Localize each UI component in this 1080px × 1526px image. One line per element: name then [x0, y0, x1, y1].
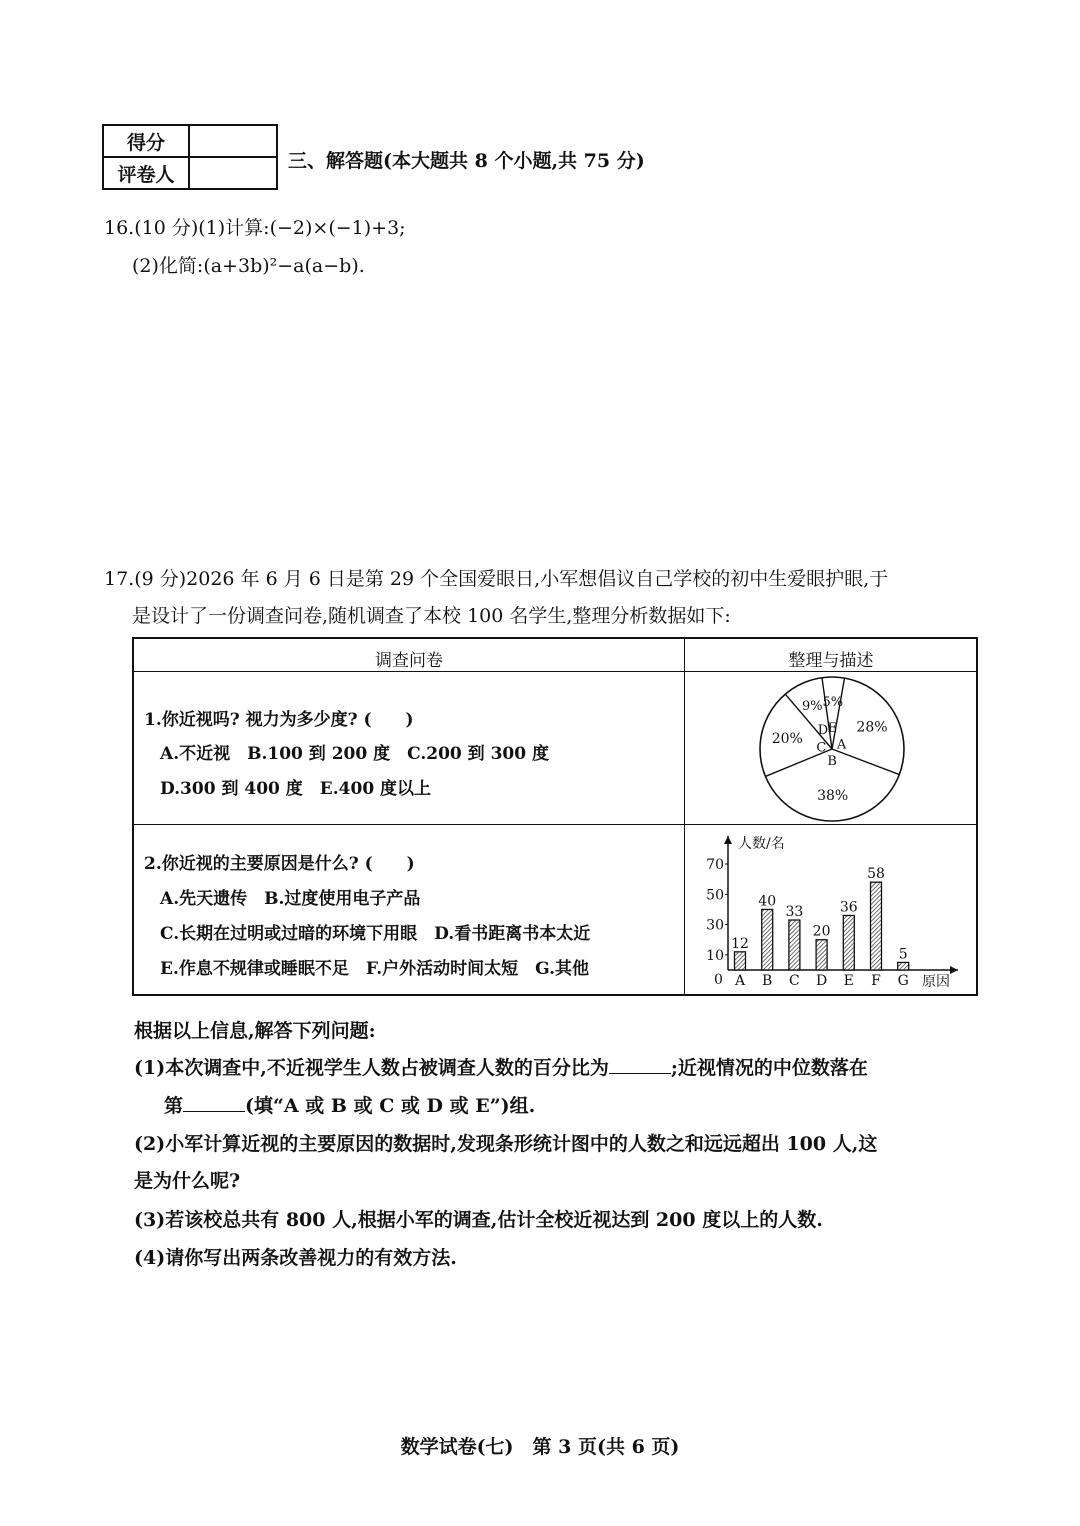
table-header-divider	[134, 671, 976, 672]
q17-part4: (4)请你写出两条改善视力的有效方法.	[134, 1247, 457, 1269]
survey-q2-question: 2.你近视的主要原因是什么? ( )	[144, 854, 415, 874]
score-box	[102, 124, 278, 190]
survey-q1-options-row1: A.不近视 B.100 到 200 度 C.200 到 300 度	[160, 744, 549, 764]
table-header-questionnaire: 调查问卷	[375, 651, 443, 671]
q17-part1-line2	[164, 1091, 535, 1118]
bar-y-tick-label: 30	[706, 917, 724, 934]
bar-value-label: 40	[758, 893, 777, 910]
bar-B	[762, 909, 773, 970]
bar-A	[735, 952, 746, 970]
q17-part1-line1	[134, 1053, 868, 1080]
score-label: 得分	[103, 125, 189, 157]
bar-category-label: E	[843, 973, 854, 989]
pie-slice-boundary	[832, 749, 899, 775]
grader-field	[189, 157, 277, 189]
q17-part3: (3)若该校总共有 800 人,根据小军的调查,估计全校近视达到 200 度以上的人数.	[134, 1209, 823, 1231]
bar-value-label: 20	[812, 923, 831, 940]
pie-category-label: C	[816, 740, 827, 756]
bar-category-label: F	[871, 973, 881, 989]
bar-y-axis-label: 人数/名	[738, 836, 785, 852]
bar-category-label: G	[897, 973, 909, 989]
q17-part1-text-d: (填“A 或 B 或 C 或 D 或 E”)组.	[245, 1095, 536, 1117]
bar-chart	[686, 826, 978, 996]
bar-F	[871, 882, 882, 970]
bar-G	[898, 962, 909, 970]
q17-part2-line2: 是为什么呢?	[134, 1170, 241, 1192]
bar-y-tick-label: 50	[706, 887, 724, 904]
bar-category-label: D	[815, 973, 828, 989]
answer-blank-percent[interactable]	[609, 1055, 671, 1074]
q17-intro-line1: 17.(9 分)2026 年 6 月 6 日是第 29 个全国爱眼日,小军想倡议自己学校的初中生爱眼护眼,于	[104, 568, 889, 590]
pie-slice-label: 38%	[817, 787, 849, 804]
bar-value-label: 36	[839, 899, 858, 916]
q17-part1-text-c: 第	[164, 1095, 184, 1117]
survey-q2-options-row2: C.长期在过明或过暗的环境下用眼 D.看书距离书本太近	[160, 924, 591, 944]
table-vertical-divider	[684, 639, 685, 994]
q17-part1-text-a: (1)本次调查中,不近视学生人数占被调查人数的百分比为	[134, 1057, 609, 1079]
pie-category-label: D	[817, 722, 829, 738]
bar-value-label: 5	[898, 946, 908, 963]
bar-x-axis-label: 原因	[922, 974, 950, 990]
bar-y-tick-label: 10	[706, 947, 724, 964]
pie-slice-label: 9%	[802, 699, 823, 715]
bar-x-axis-arrow	[950, 966, 958, 974]
table-row-divider	[134, 824, 976, 825]
survey-q1-options-row2: D.300 到 400 度 E.400 度以上	[160, 779, 432, 799]
q17-part2-line1: (2)小军计算近视的主要原因的数据时,发现条形统计图中的人数之和远远超出 100 人,这	[134, 1133, 878, 1155]
pie-chart	[686, 673, 978, 823]
bar-category-label: B	[762, 973, 773, 989]
bar-category-label: C	[789, 973, 800, 989]
page-footer: 数学试卷(七) 第 3 页(共 6 页)	[400, 1436, 680, 1458]
survey-table	[132, 637, 978, 996]
section-title: 三、解答题(本大题共 8 个小题,共 75 分)	[288, 150, 645, 172]
pie-category-label: A	[836, 737, 847, 753]
pie-slice-label: 20%	[771, 731, 803, 748]
survey-q1-question: 1.你近视吗? 视力为多少度? ( )	[144, 710, 414, 730]
answer-blank-median-group[interactable]	[183, 1093, 245, 1112]
bar-E	[843, 915, 854, 970]
bar-value-label: 12	[731, 935, 749, 952]
q17-prompt: 根据以上信息,解答下列问题:	[134, 1020, 376, 1042]
bar-origin-label: 0	[714, 972, 723, 988]
bar-y-tick-label: 70	[706, 857, 724, 873]
pie-slice-label: 5%	[822, 695, 844, 711]
pie-category-label: B	[827, 753, 837, 769]
bar-C	[789, 920, 800, 970]
q17-part1-text-b: ;近视情况的中位数落在	[670, 1057, 868, 1079]
bar-value-label: 58	[867, 866, 885, 883]
bar-value-label: 33	[785, 904, 804, 921]
pie-category-label: E	[827, 721, 838, 737]
score-field	[189, 125, 277, 157]
bar-category-label: A	[734, 973, 746, 989]
q16-line1: 16.(10 分)(1)计算:(−2)×(−1)+3;	[104, 217, 406, 239]
table-header-description: 整理与描述	[788, 651, 874, 671]
bar-y-axis-arrow	[724, 836, 732, 844]
survey-q2-options-row1: A.先天遗传 B.过度使用电子产品	[160, 889, 421, 909]
pie-slice-label: 28%	[856, 719, 888, 736]
survey-q2-options-row3: E.作息不规律或睡眠不足 F.户外活动时间太短 G.其他	[160, 959, 589, 979]
q17-intro-line2: 是设计了一份调查问卷,随机调查了本校 100 名学生,整理分析数据如下:	[132, 605, 731, 627]
bar-D	[816, 940, 827, 970]
q16-line2: (2)化简:(a+3b)²−a(a−b).	[132, 255, 365, 277]
grader-label: 评卷人	[103, 157, 189, 189]
